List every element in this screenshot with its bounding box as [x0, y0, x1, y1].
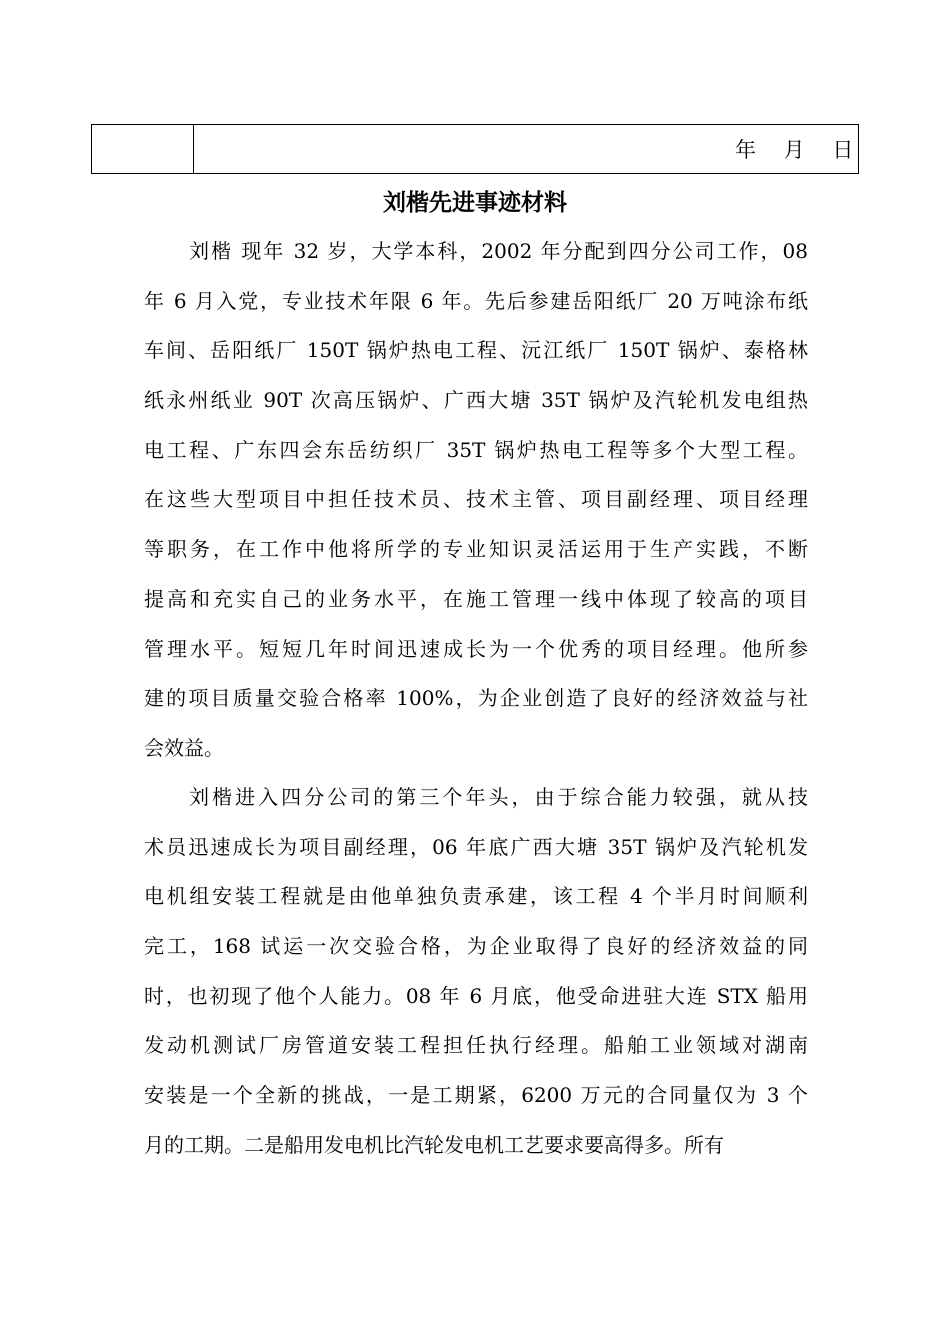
paragraph-2 — [144, 773, 808, 1171]
text-line: 管理水平。短短几年时间迅速成长为一个优秀的项目经理。他所参 — [144, 636, 808, 661]
paragraph-1 — [144, 227, 808, 774]
text-line: 等职务，在工作中他将所学的专业知识灵活运用于生产实践，不断 — [144, 537, 808, 562]
text-line: 电工程、广东四会东岳纺织厂 35T 锅炉热电工程等多个大型工程。 — [144, 437, 808, 462]
document-title: 刘楷先进事迹材料 — [383, 190, 567, 216]
header-left-cell — [92, 125, 194, 173]
text-line: 刘楷 现年 32 岁，大学本科，2002 年分配到四分公司工作，08 — [189, 239, 808, 263]
text-line: 时，也初现了他个人能力。08 年 6 月底，他受命进驻大连 STX 船用 — [144, 983, 808, 1008]
text-line: 建的项目质量交验合格率 100%，为企业创造了良好的经济效益与社 — [144, 686, 808, 711]
text-line: 车间、岳阳纸厂 150T 锅炉热电工程、沅江纸厂 150T 锅炉、泰格林 — [144, 338, 808, 363]
text-line: 发动机测试厂房管道安装工程担任执行经理。船舶工业领域对湖南 — [144, 1033, 808, 1058]
text-line: 在这些大型项目中担任技术员、技术主管、项目副经理、项目经理 — [144, 487, 808, 512]
text-line: 刘楷进入四分公司的第三个年头，由于综合能力较强，就从技 — [189, 785, 808, 809]
text-line: 电机组安装工程就是由他单独负责承建，该工程 4 个半月时间顺利 — [144, 884, 808, 909]
text-line: 提高和充实自己的业务水平，在施工管理一线中体现了较高的项目 — [144, 586, 808, 611]
text-line: 安装是一个全新的挑战，一是工期紧，6200 万元的合同量仅为 3 个 — [144, 1083, 808, 1108]
date-label: 年 月 日 — [735, 138, 854, 162]
text-line: 月的工期。二是船用发电机比汽轮发电机工艺要求要高得多。所有 — [144, 1132, 724, 1157]
text-line: 术员迅速成长为项目副经理，06 年底广西大塘 35T 锅炉及汽轮机发 — [144, 834, 808, 859]
text-line: 完工，168 试运一次交验合格，为企业取得了良好的经济效益的同 — [144, 934, 808, 959]
header-table — [91, 124, 859, 174]
text-line: 纸永州纸业 90T 次高压锅炉、广西大塘 35T 锅炉及汽轮机发电组热 — [144, 388, 808, 413]
text-line: 年 6 月入党，专业技术年限 6 年。先后参建岳阳纸厂 20 万吨涂布纸 — [144, 288, 808, 313]
header-right-cell — [194, 125, 858, 173]
text-line: 会效益。 — [144, 735, 224, 760]
